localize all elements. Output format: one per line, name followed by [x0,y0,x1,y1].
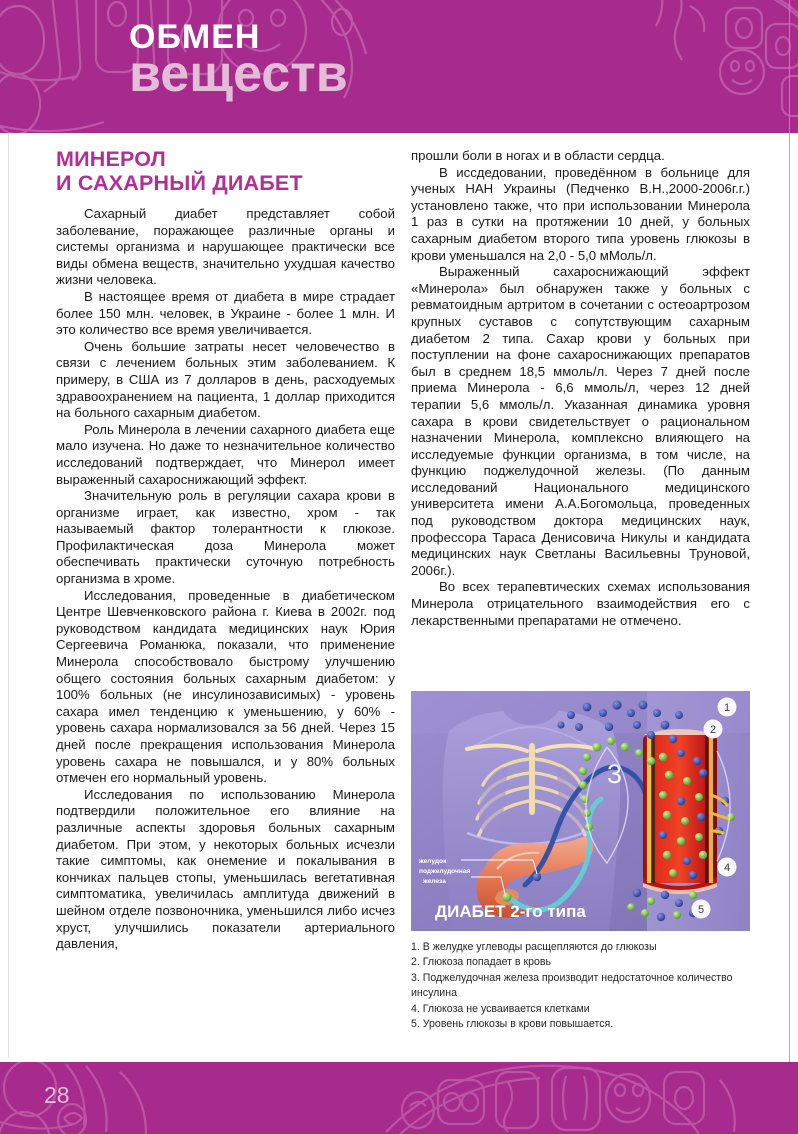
caption-line: 5. Уровень глюкозы в крови повышается. [411,1018,614,1031]
paragraph: В настоящее время от диабета в мире страдает более 150 млн. человек, в Украине - более 1 млн. И это количество все время увеличивается. [56,288,395,338]
caption-line: инсулина [411,987,457,1000]
caption-line: 3. Поджелудочная железа производит недостаточное количество [411,971,733,984]
figure-block [411,691,750,1032]
svg-text:1: 1 [723,702,731,714]
page-masthead [0,0,798,133]
diabetes-illustration [411,691,750,931]
paragraph: Сахарный диабет представляет собой заболевание, поражающее различные органы и системы организма и нарушающее практически все виды обмена веществ, значительно ухудшая качество жизни человека. [56,206,395,288]
svg-text:поджелудочная: поджелудочная [419,868,471,875]
masthead-decorative-pattern [0,0,798,133]
masthead-title-line1: ОБМЕН [129,18,261,56]
paragraph: Исследования, проведенные в диабетическом Центре Шевченковского района г. Киева в 2002г. под руководством кандидата медицинских наук Юрия Сергеевича Романюка, показали, что применение Минерола способствовало быстрому улучшению общего состояния больных сахарным диабетом: у 100% больных (не инсулинозависимых) - уровень сахара имел тенденцию к уменьшению, у 60% - уровень сахара нормализовался за 56 дней. Через 15 дней после прекращения использования Минерола уровень сахара не повышался, и у 80% больных отмечен его нормальный уровень. [56,587,395,786]
article-title [56,148,395,195]
left-text-column [56,148,395,953]
article-title-line2: И САХАРНЫЙ ДИАБЕТ [56,170,303,195]
svg-text:желудок: желудок [419,858,447,865]
caption-line: 2. Глюкоза попадает в кровь [411,956,552,969]
page-footer [0,1062,798,1134]
caption-line: 1. В желудке углеводы расщепляются до глюкозы [411,941,657,953]
paragraph: Значительную роль в регуляции сахара крови в организме играет, как известно, хром - так называемый фактор толерантности к глюкозе. Профилактическая доза Минерола может обеспечивать практически суточную потребность организма в хроме. [56,488,395,587]
right-text-column [411,148,750,629]
svg-text:3: 3 [607,759,623,789]
page-border-right [789,0,790,1134]
svg-text:2: 2 [709,724,717,736]
paragraph-continuation: прошли боли в ногах и в области сердца. [411,148,665,163]
page-border-left [8,133,9,1058]
figure-caption [411,940,750,1032]
svg-text:5: 5 [697,904,705,916]
paragraph: Выраженный сахароснижающий эффект «Минерола» был обнаружен также у больных с ревматоидным артритом в сочетании с остеоартрозом крупных суставов с сопутствующим сахарным диабетом 2 типа. Сахар крови у больных при поступлении на фоне сахароснижающих препаратов был в среднем 18,5 ммоль/л. Через 7 дней после приема Минерола - 6,6 ммоль/л, через 12 дней терапии 5,6 ммоль/л. Указанная динамика уровня сахара в крови свидетельствует о рациональном назначении Минерола, комплексно влияющего на исследуемые функции организма, в том числе, на функцию поджелудочной железы. (По данным исследований Национального медицинского университета имени А.А.Богомольца, проведенных под руководством доктора медицинских наук, профессора Тараса Денисовича Никулы и кандидата медицинских наук Светланы Васильевны Труновой, 2006г.). [411,264,750,578]
masthead-title [129,18,348,104]
svg-text:железа: железа [423,878,446,885]
footer-decorative-pattern [0,1062,798,1134]
paragraph: Исследования по использованию Минерола подтвердили положительное его влияние на различные аспекты здоровья больных сахарным диабетом. При этом, у некоторых больных исчезли такие симптомы, как онемение и покалывания в кончиках пальцев стопы, уменьшилась вегетативная симптоматика, увеличилась амплитуда движений в шейном отделе позвоночника, уменьшился либо исчез хруст, улучшились показатели артериального давления, [56,786,395,952]
article-title-line1: МИНЕРОЛ [56,147,166,171]
svg-text:ДИАБЕТ 2-го типа: ДИАБЕТ 2-го типа [435,902,586,921]
svg-text:4: 4 [723,862,731,874]
paragraph: Во всех терапевтических схемах использования Минерола отрицательного взаимодействия его с лекарственными препаратами не отмечено. [411,579,750,628]
masthead-title-line2: веществ [129,45,348,104]
paragraph: В иссдедовании, проведённом в больнице для ученых НАН Украины (Педченко В.Н.,2000-2006г.г.) установлено также, что при использовании Минерола 1 раз в сутки на протяжении 10 дней, у больных сахарным диабетом второго типа уровень глюкозы в крови уменьшался на 2,0 - 5,0 мМоль/л. [411,164,750,263]
paragraph: Очень большие затраты несет человечество в связи с лечением больных этим заболеванием. К примеру, в США из 7 долларов в день, расходуемых здравоохранением на пациента, 1 доллар приходится на больного сахарным диабетом. [56,338,395,421]
paragraph: Роль Минерола в лечении сахарного диабета еще мало изучена. Но даже то незначительное количество исследований подтверждает, что Минерол имеет выраженный сахароснижающий эффект. [56,421,395,487]
page-number: 28 [44,1082,70,1108]
caption-line: 4. Глюкоза не усваивается клетками [411,1002,590,1015]
